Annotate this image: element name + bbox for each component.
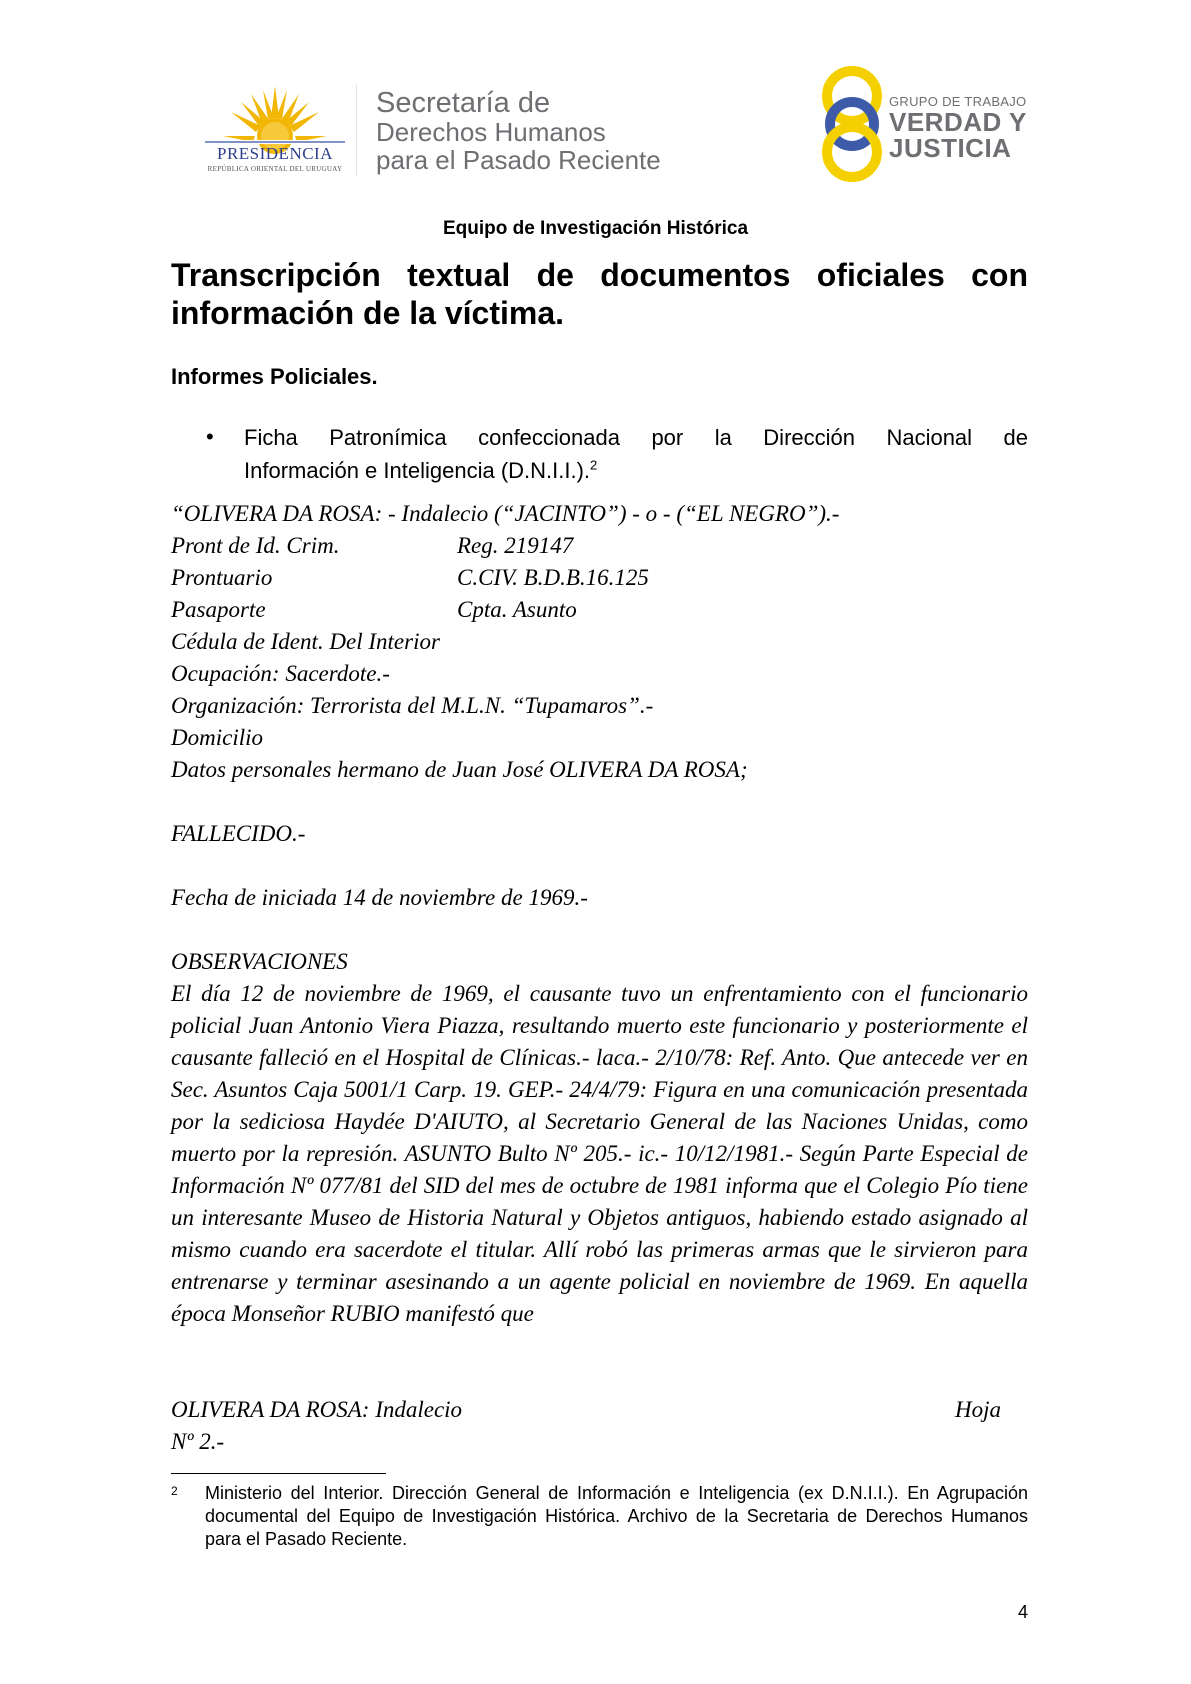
hoja-name: OLIVERA DA ROSA: Indalecio: [171, 1397, 463, 1422]
ficha-heading: “OLIVERA DA ROSA: - Indalecio (“JACINTO”) - o - (“EL NEGRO”).-: [171, 501, 840, 526]
ficha-ocupacion: Ocupación: Sacerdote.-: [171, 661, 390, 686]
ficha-datos: Datos personales hermano de Juan José OLIVERA DA ROSA;: [171, 757, 748, 782]
ficha-row-key: Prontuario: [171, 565, 273, 590]
secretaria-line2: Derechos Humanos: [376, 117, 606, 147]
fallecido-line: FALLECIDO.-: [171, 821, 306, 846]
bullet-item: [244, 421, 1028, 487]
grupo-line1: GRUPO DE TRABAJO: [889, 94, 1027, 109]
ficha-row: [171, 562, 1031, 594]
ficha-cedula: Cédula de Ident. Del Interior: [171, 629, 440, 654]
observaciones-heading: OBSERVACIONES: [171, 949, 348, 974]
bullet-line1: Ficha Patronímica confeccionada por la Dirección Nacional de: [244, 425, 1028, 450]
ficha-row: [171, 594, 1031, 626]
bullet-icon: •: [206, 424, 214, 449]
ficha-row: [171, 530, 1031, 562]
page-number: 4: [1018, 1602, 1029, 1622]
document-title: [171, 256, 1028, 332]
secretaria-line3: para el Pasado Reciente: [376, 145, 661, 175]
team-heading: Equipo de Investigación Histórica: [442, 218, 749, 239]
bullet-line2: Información e Inteligencia (D.N.I.I.).: [244, 458, 591, 483]
footnote-ref: 2: [590, 457, 598, 473]
grupo-line2: VERDAD Y: [889, 107, 1027, 137]
ficha-row-key: Pront de Id. Crim.: [171, 533, 340, 558]
section-subtitle: Informes Policiales.: [171, 364, 378, 389]
footnote-number: 2: [171, 1484, 178, 1498]
ficha-row-key: Pasaporte: [171, 597, 266, 622]
title-line2: información de la víctima.: [171, 295, 564, 331]
ficha-row-value: C.CIV. B.D.B.16.125: [457, 565, 649, 590]
grupo-line3: JUSTICIA: [889, 133, 1012, 163]
grupo-trabajo-text: [889, 94, 1027, 161]
hoja-number: Nº 2.-: [171, 1429, 225, 1454]
footnote-divider: [171, 1473, 386, 1474]
ficha-organizacion: Organización: Terrorista del M.L.N. “Tupamaros”.-: [171, 693, 654, 718]
observaciones-body: El día 12 de noviembre de 1969, el causante tuvo un enfrentamiento con el funcionario policial Juan Antonio Viera Piazza, resultando muerto este funcionario y posteriormente el causante falleció en el Hospital de Clínicas.- laca.- 2/10/78: Ref. Anto. Que antecede ver en Sec. Asuntos Caja 5001/1 Carp. 19. GEP.- 24/4/79: Figura en una comunicación presentada por la sediciosa Haydée D'AIUTO, al Secretario General de las Naciones Unidas, como muerto por la represión. ASUNTO Bulto Nº 205.- ic.- 10/12/1981.- Según Parte Especial de Información Nº 077/81 del SID del mes de octubre de 1981 informa que el Colegio Pío tiene un interesante Museo de Historia Natural y Objetos antiguos, habiendo estado asignado al mismo cuando era sacerdote el titular. Allí robó las primeras armas que le sirvieron para entrenarse y terminar asesinando a un agente policial en noviembre de 1969. En aquella época Monseñor RUBIO manifestó que: [171, 981, 1028, 1326]
presidencia-name: PRESIDENCIA: [216, 144, 333, 163]
fecha-line: Fecha de iniciada 14 de noviembre de 1969.-: [171, 885, 588, 910]
ficha-row-value: Cpta. Asunto: [457, 597, 577, 622]
ficha-block: [171, 498, 1031, 786]
title-line1: Transcripción textual de documentos oficiales con: [171, 257, 1028, 293]
verdad-justicia-rings-logo: [812, 62, 892, 186]
secretaria-logo-text: [376, 88, 661, 174]
footnote-text: Ministerio del Interior. Dirección General de Información e Inteligencia (ex D.N.I.I.). En Agrupación documental del Equipo de Investigación Histórica. Archivo de la Secretaria de Derechos Humanos para el Pasado Reciente.: [205, 1483, 1028, 1549]
header-divider: [356, 84, 357, 176]
secretaria-line1: Secretaría de: [376, 87, 551, 119]
ficha-domicilio: Domicilio: [171, 725, 263, 750]
hoja-label: Hoja: [955, 1397, 1001, 1422]
presidencia-subtitle: REPÚBLICA ORIENTAL DEL URUGUAY: [207, 165, 343, 173]
ficha-row-value: Reg. 219147: [457, 533, 574, 558]
